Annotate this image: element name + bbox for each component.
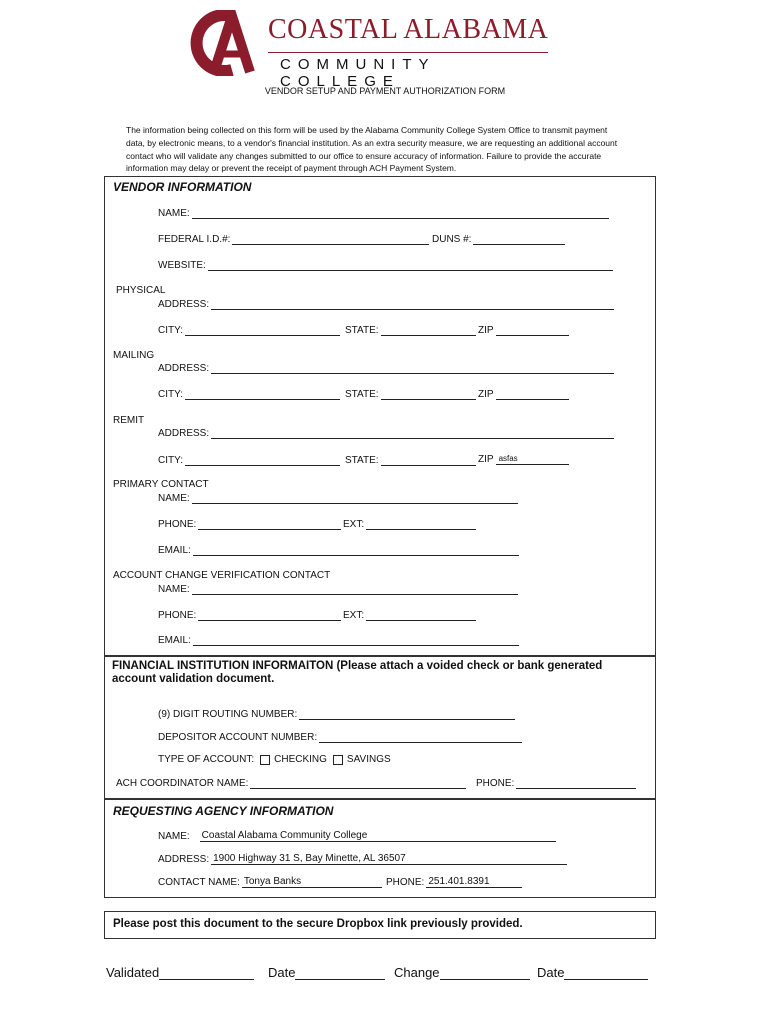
- account-change-email-field[interactable]: EMAIL:: [158, 634, 519, 646]
- primary-contact-label: PRIMARY CONTACT: [113, 479, 209, 490]
- vendor-name-field[interactable]: NAME:: [158, 207, 609, 219]
- primary-contact-phone-field[interactable]: PHONE:: [158, 518, 341, 530]
- physical-state-field[interactable]: STATE:: [345, 324, 476, 336]
- requesting-name-value: Coastal Alabama Community College: [200, 830, 556, 842]
- mailing-state-field[interactable]: STATE:: [345, 388, 476, 400]
- requesting-section-title: REQUESTING AGENCY INFORMATION: [113, 804, 334, 818]
- primary-contact-name-field[interactable]: NAME:: [158, 492, 518, 504]
- change-date-field[interactable]: Date: [537, 965, 648, 980]
- account-change-name-field[interactable]: NAME:: [158, 583, 518, 595]
- depositor-account-field[interactable]: DEPOSITOR ACCOUNT NUMBER:: [158, 731, 522, 743]
- primary-contact-email-field[interactable]: EMAIL:: [158, 544, 519, 556]
- ach-coordinator-phone-field[interactable]: PHONE:: [476, 777, 636, 789]
- account-change-contact-label: ACCOUNT CHANGE VERIFICATION CONTACT: [113, 570, 331, 581]
- requesting-phone-value: 251.401.8391: [426, 876, 522, 888]
- remit-city-field[interactable]: CITY:: [158, 454, 340, 466]
- remit-label: REMIT: [113, 415, 145, 426]
- account-change-phone-field[interactable]: PHONE:: [158, 609, 341, 621]
- requesting-contact-field[interactable]: CONTACT NAME: Tonya Banks: [158, 876, 382, 888]
- physical-address-field[interactable]: ADDRESS:: [158, 298, 614, 310]
- form-intro: The information being collected on this form will be used by the Alabama Community College System Office to transmit payment data, by electronic means, to a vendor's financial institution. As an extra security measure, we are requesting an additional account contact who will validate any changes submitted to our office to ensure accuracy of information. Failure to provide the accurate information may delay or prevent the receipt of payment through ACH Payment System.: [126, 125, 618, 174]
- form-title: VENDOR SETUP AND PAYMENT AUTHORIZATION FORM: [264, 86, 506, 96]
- requesting-address-field[interactable]: ADDRESS: 1900 Highway 31 S, Bay Minette, AL 36507: [158, 853, 567, 865]
- website-field[interactable]: WEBSITE:: [158, 259, 613, 271]
- college-logo: [188, 10, 553, 90]
- remit-address-field[interactable]: ADDRESS:: [158, 427, 614, 439]
- mailing-city-field[interactable]: CITY:: [158, 388, 340, 400]
- requesting-phone-field[interactable]: PHONE: 251.401.8391: [386, 876, 522, 888]
- requesting-name-field[interactable]: NAME: Coastal Alabama Community College: [158, 830, 556, 842]
- mailing-address-field[interactable]: ADDRESS:: [158, 362, 614, 374]
- physical-label: PHYSICAL: [116, 285, 166, 296]
- routing-number-field[interactable]: (9) DIGIT ROUTING NUMBER:: [158, 708, 515, 720]
- requesting-address-value: 1900 Highway 31 S, Bay Minette, AL 36507: [211, 853, 567, 865]
- mailing-label: MAILING: [113, 350, 155, 361]
- logo-primary-text: COASTAL ALABAMA: [268, 14, 549, 45]
- remit-zip-value: asfas: [496, 454, 569, 465]
- validated-date-field[interactable]: Date: [268, 965, 385, 980]
- account-change-ext-field[interactable]: EXT:: [343, 609, 476, 621]
- federal-id-field[interactable]: FEDERAL I.D.#:: [158, 233, 429, 245]
- dropbox-notice-text: Please post this document to the secure Dropbox link previously provided.: [113, 918, 523, 930]
- requesting-contact-value: Tonya Banks: [242, 876, 382, 888]
- remit-state-field[interactable]: STATE:: [345, 454, 476, 466]
- duns-field[interactable]: DUNS #:: [432, 233, 565, 245]
- account-type-field: TYPE OF ACCOUNT: CHECKING SAVINGS: [158, 754, 391, 765]
- vendor-section-title: VENDOR INFORMATION: [113, 180, 252, 194]
- logo-secondary-text: COMMUNITY COLLEGE: [280, 56, 436, 90]
- physical-city-field[interactable]: CITY:: [158, 324, 340, 336]
- primary-contact-ext-field[interactable]: EXT:: [343, 518, 476, 530]
- physical-zip-field[interactable]: ZIP: [478, 324, 569, 336]
- financial-section-title: FINANCIAL INSTITUTION INFORMAITON (Please attach a voided check or bank generated account validation document.: [112, 660, 603, 685]
- logo-divider: [268, 52, 548, 53]
- savings-checkbox[interactable]: [333, 755, 343, 765]
- mailing-zip-field[interactable]: ZIP: [478, 388, 569, 400]
- checking-checkbox[interactable]: [260, 755, 270, 765]
- ca-monogram-icon: [188, 10, 262, 76]
- change-field[interactable]: Change: [394, 965, 530, 980]
- ach-coordinator-name-field[interactable]: ACH COORDINATOR NAME:: [116, 777, 466, 789]
- remit-zip-field[interactable]: ZIP asfas: [478, 454, 569, 465]
- validated-field[interactable]: Validated: [106, 965, 254, 980]
